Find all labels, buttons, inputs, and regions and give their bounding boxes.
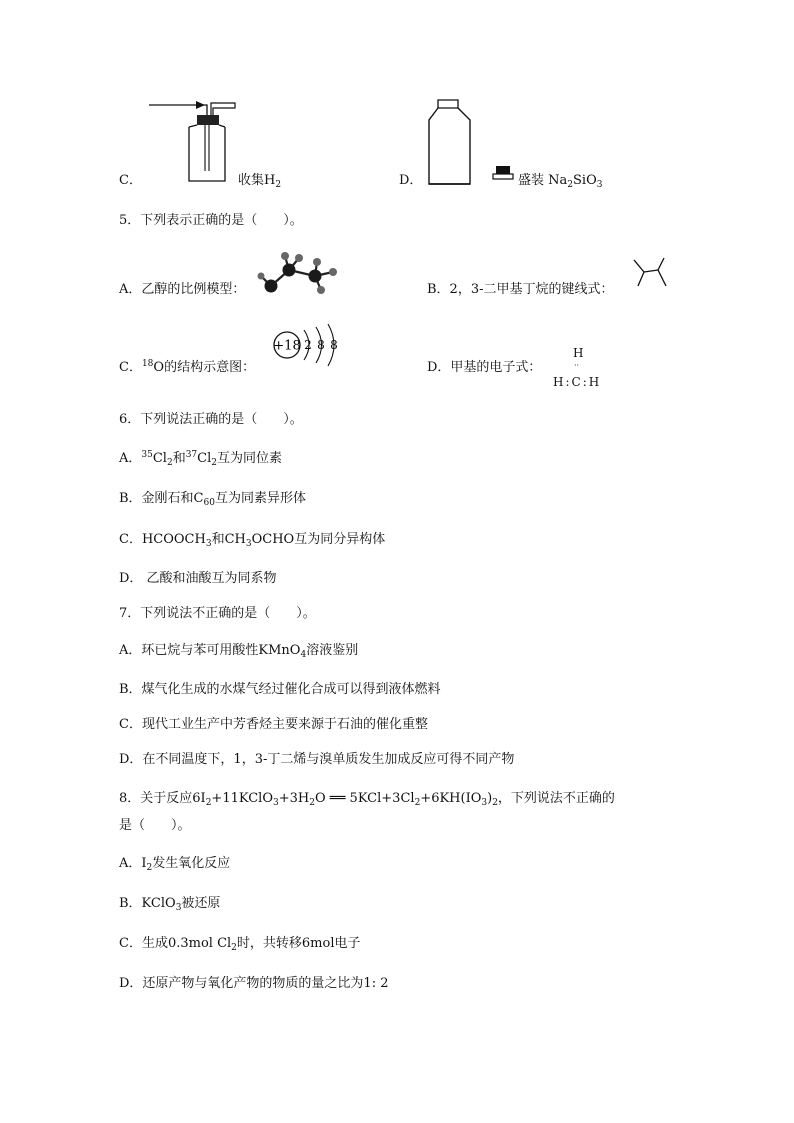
gas-washing-bottle-icon: [143, 95, 243, 187]
q5-stem: 5．下列表示正确的是（ ）。: [119, 213, 303, 228]
q7-option-d: D．在不同温度下，1，3-丁二烯与溴单质发生加成反应可得不同产物: [119, 752, 515, 767]
skeletal-formula-icon: [628, 256, 672, 296]
q6-option-a: A．$^{35}Cl_2$和$^{37}Cl_2$互为同位素: [119, 450, 283, 468]
skeletal-formula-figure: [628, 256, 672, 296]
electron-formula-dots: ··: [574, 361, 580, 370]
electron-formula-main: H:C:H: [553, 375, 602, 389]
q6-stem: 6．下列说法正确的是（ ）。: [119, 412, 303, 427]
atom-shell-icon: [270, 322, 350, 368]
q6-option-d: D． 乙酸和油酸互为同系物: [119, 571, 277, 586]
q5-option-c: C．$^{18}$O的结构示意图：: [119, 359, 256, 375]
q5-option-a: A．乙醇的比例模型：: [119, 282, 246, 297]
q8-stem-line-2: 是（ ）。: [119, 818, 191, 833]
q5-option-d: D．甲基的电子式：: [427, 360, 542, 375]
option-c-caption: 收集$H_2$: [238, 173, 282, 190]
atomic-structure-figure: [270, 322, 350, 368]
q8-option-a: A．$I_2$发生氧化反应: [119, 856, 231, 873]
q7-option-b: B．煤气化生成的水煤气经过催化合成可以得到液体燃料: [119, 682, 441, 697]
molecule-model-icon: [255, 248, 345, 298]
q7-option-a: A．环已烷与苯可用酸性KMnO$_4$溶液鉴别: [119, 643, 359, 660]
gas-washing-bottle-figure: [143, 95, 243, 187]
reagent-bottle-icon: [424, 98, 524, 190]
option-d-caption: 盛装 $Na_2SiO_3$: [518, 173, 603, 190]
shell-2-electrons: 8: [317, 338, 325, 352]
q8-option-d: D．还原产物与氧化产物的物质的量之比为1: 2: [119, 976, 389, 991]
electron-formula-top-h: H: [573, 346, 584, 360]
shell-3-electrons: 8: [330, 338, 338, 352]
q7-option-c: C．现代工业生产中芳香烃主要来源于石油的催化重整: [119, 717, 428, 732]
q7-stem: 7．下列说法不正确的是（ ）。: [119, 606, 316, 621]
q8-option-b: B．KClO$_3$被还原: [119, 896, 221, 913]
ball-and-stick-model-figure: [255, 248, 345, 298]
reagent-bottle-figure: [424, 98, 524, 190]
shell-1-electrons: 2: [304, 338, 312, 352]
option-c-letter: C．: [119, 173, 142, 188]
option-d-letter: D．: [399, 173, 423, 188]
q8-option-c: C．生成0.3mol $Cl_2$时，共转移6mol电子: [119, 936, 361, 953]
q6-option-c: C．$HCOOCH_3$和$CH_3OCHO$互为同分异构体: [119, 532, 386, 549]
nucleus-charge: +18: [273, 338, 301, 354]
q6-option-b: B．金刚石和$C_{60}$互为同素异形体: [119, 491, 306, 508]
q5-option-b: B．2，3-二甲基丁烷的键线式：: [427, 282, 614, 297]
q8-stem-line-1: 8．关于反应$6I_2+11KClO_3+3H_2O$ ══ $5KCl+3Cl_2+6KH(IO_3)_2$，下列说法不正确的: [119, 791, 615, 808]
